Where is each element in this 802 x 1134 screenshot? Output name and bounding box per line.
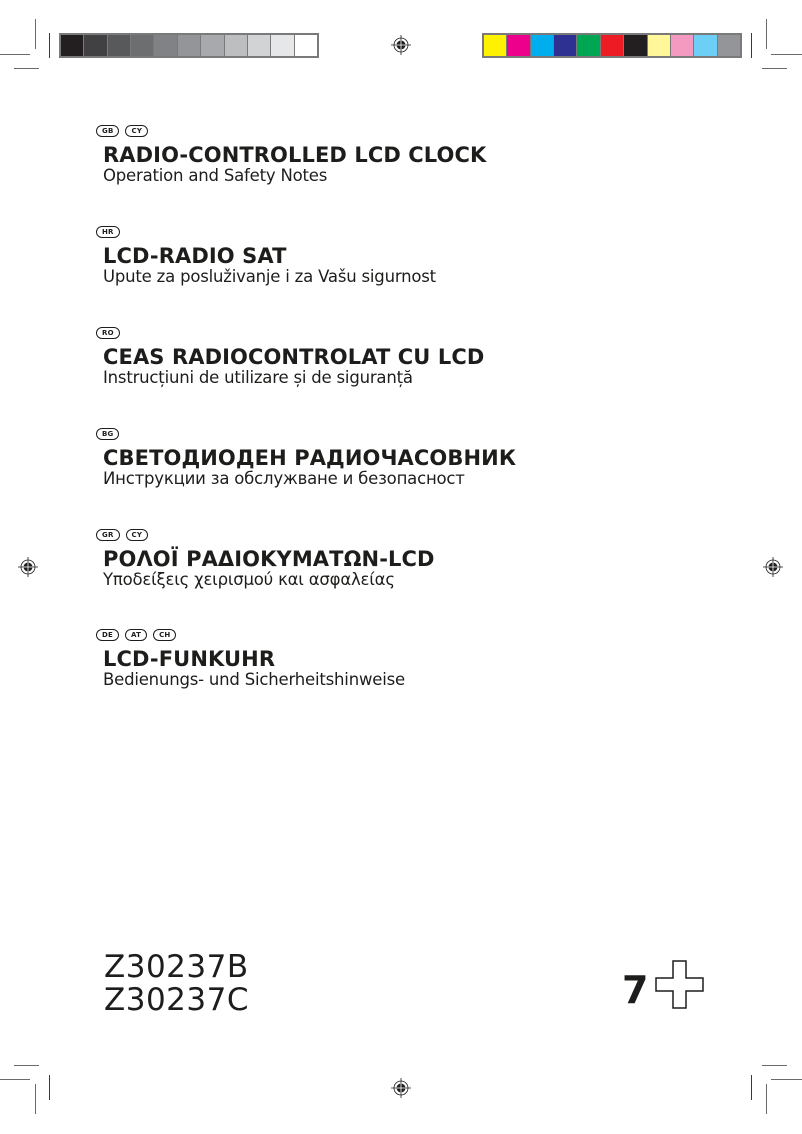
crop-mark-bottom-left-horizontal (0, 1079, 30, 1080)
country-badge: CH (153, 629, 176, 641)
product-subtitle: Instrucțiuni de utilizare și de siguranță (103, 368, 413, 387)
country-badges (96, 629, 405, 642)
language-section-de (96, 629, 405, 690)
language-section-bg (96, 428, 516, 489)
product-title: ΡΟΛΟΪ ΡΑΔΙΟΚΥΜΑΤΩΝ-LCD (103, 547, 435, 571)
country-badge: HR (96, 226, 120, 238)
product-subtitle: Upute za posluživanje i za Vašu sigurnost (103, 267, 436, 286)
color-swatch (61, 35, 83, 56)
registration-mark-icon (762, 556, 784, 578)
color-swatch (531, 35, 553, 56)
crop-mark-top-right-horizontal (771, 54, 802, 55)
model-number: Z30237C (104, 982, 249, 1018)
color-swatch (694, 35, 716, 56)
cross-outline-icon (655, 960, 705, 1010)
color-swatch (225, 35, 247, 56)
color-swatch (108, 35, 130, 56)
product-subtitle: Bedienungs- und Sicherheitshinweise (103, 670, 405, 689)
process-color-bar (482, 33, 742, 58)
language-section-ro (96, 327, 484, 388)
crop-mark-top-right-horizontal-2 (762, 68, 787, 69)
product-title: LCD-FUNKUHR (103, 647, 276, 671)
color-swatch (248, 35, 270, 56)
country-badges (96, 125, 486, 138)
crop-mark-bottom-right-vertical (766, 1084, 767, 1114)
color-swatch (577, 35, 599, 56)
registration-mark-icon (390, 34, 412, 56)
language-section-en (96, 125, 486, 186)
model-number: Z30237B (104, 949, 249, 985)
language-section-hr (96, 226, 436, 287)
country-badge: AT (125, 629, 147, 641)
country-badges (96, 226, 436, 239)
country-badges (96, 327, 484, 340)
color-swatch (648, 35, 670, 56)
country-badge: BG (96, 428, 119, 440)
crop-mark-top-left-vertical (35, 19, 36, 49)
crop-mark-bottom-left-horizontal-2 (14, 1065, 39, 1066)
color-swatch (507, 35, 529, 56)
color-swatch (154, 35, 176, 56)
color-swatch (271, 35, 293, 56)
crop-mark-bottom-right-horizontal (771, 1079, 802, 1080)
page-number: 7 (622, 968, 649, 1012)
country-badge: CY (126, 529, 149, 541)
crop-mark-bottom-right-bleed (751, 1075, 752, 1100)
crop-mark-bottom-right-horizontal-2 (762, 1065, 787, 1066)
crop-mark-top-left-bleed (49, 33, 50, 58)
product-title: CEAS RADIOCONTROLAT CU LCD (103, 345, 485, 369)
color-swatch (131, 35, 153, 56)
product-subtitle: Υποδείξεις χειρισμού και ασφαλείας (103, 570, 395, 589)
country-badges (96, 428, 516, 441)
product-subtitle: Инструкции за обслужване и безопасност (103, 469, 465, 488)
crop-mark-bottom-left-bleed (49, 1075, 50, 1100)
crop-mark-top-left-horizontal-2 (14, 68, 39, 69)
color-swatch (484, 35, 506, 56)
product-title: LCD-RADIO SAT (103, 244, 287, 268)
country-badge: DE (96, 629, 119, 641)
product-title: RADIO-CONTROLLED LCD CLOCK (103, 143, 487, 167)
product-title: СВЕТОДИОДЕН РАДИОЧАСОВНИК (103, 446, 517, 470)
crop-mark-top-right-vertical (766, 19, 767, 49)
country-badge: CY (125, 125, 148, 137)
crop-mark-top-left-horizontal (0, 54, 30, 55)
color-swatch (718, 35, 740, 56)
color-swatch (178, 35, 200, 56)
grayscale-color-bar (59, 33, 319, 58)
color-swatch (201, 35, 223, 56)
country-badge: RO (96, 327, 120, 339)
country-badge: GB (96, 125, 119, 137)
color-swatch (601, 35, 623, 56)
color-swatch (554, 35, 576, 56)
product-subtitle: Operation and Safety Notes (103, 166, 328, 185)
registration-mark-icon (390, 1077, 412, 1099)
crop-mark-bottom-left-vertical (35, 1084, 36, 1114)
color-swatch (624, 35, 646, 56)
color-swatch (84, 35, 106, 56)
crop-mark-top-right-bleed (751, 33, 752, 58)
country-badges (96, 529, 435, 542)
registration-mark-icon (17, 556, 39, 578)
color-swatch (295, 35, 317, 56)
color-swatch (671, 35, 693, 56)
language-section-gr (96, 529, 435, 590)
country-badge: GR (96, 529, 120, 541)
